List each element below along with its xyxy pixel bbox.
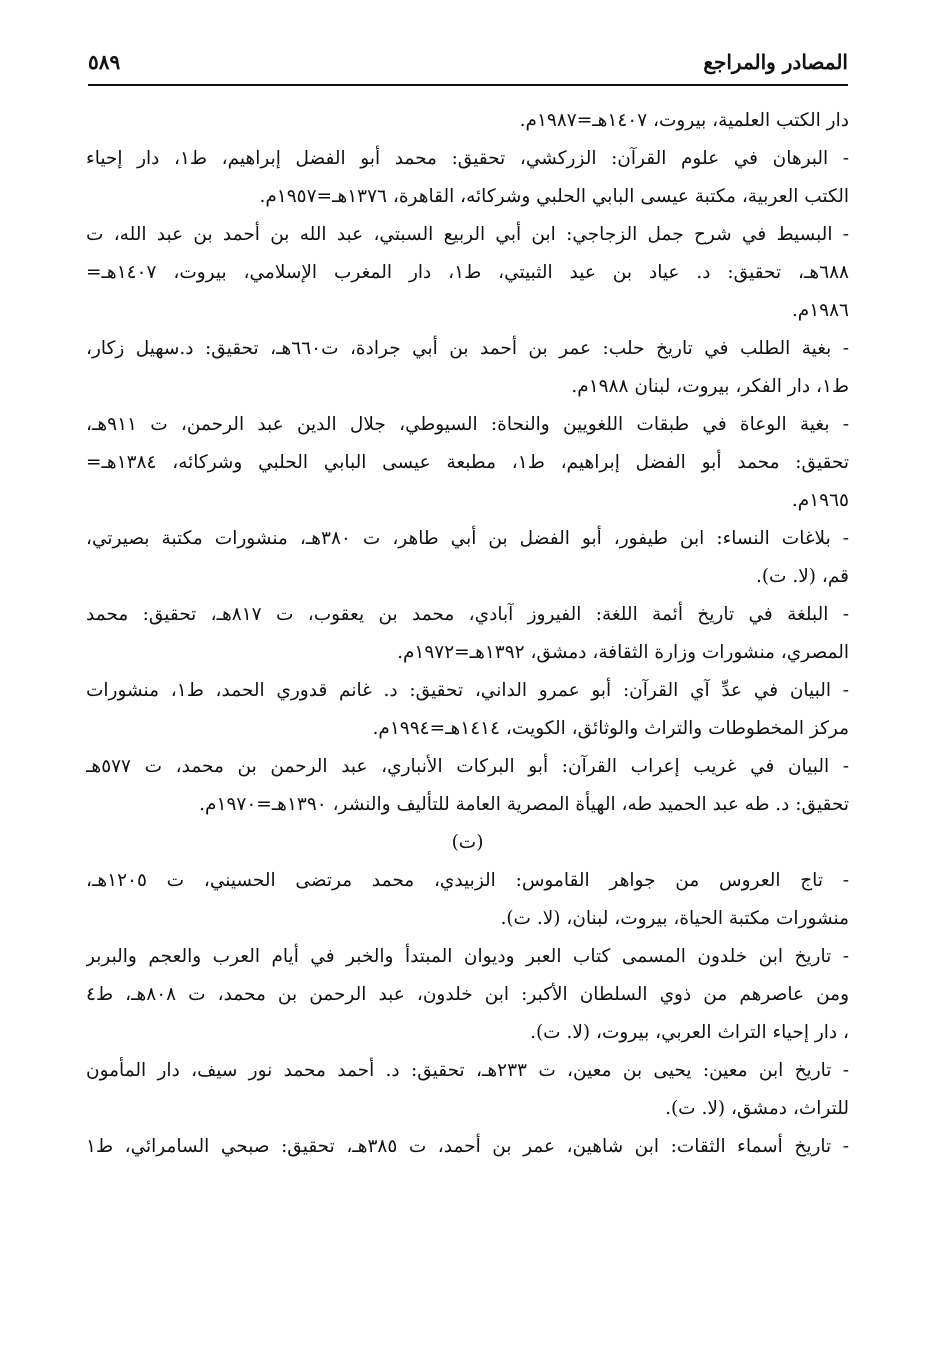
text-line: - تاريخ أسماء الثقات: ابن شاهين، عمر بن أحمد، ت ٣٨٥هـ، تحقيق: صبحي السامرائي، ط١ [86, 1136, 849, 1157]
text-line: مركز المخطوطات والتراث والوثائق، الكويت، ١٤١٤هـ=١٩٩٤م. [372, 718, 849, 739]
section-letter-heading: (ت) [451, 832, 484, 853]
running-title: المصادر والمراجع [703, 50, 848, 74]
text-line: - البيان في عدِّ آي القرآن: أبو عمرو الداني، تحقيق: د. غانم قدوري الحمد، ط١، منشورات [86, 680, 849, 701]
text-line: - بغية الوعاة في طبقات اللغويين والنحاة: السيوطي، جلال الدين عبد الرحمن، ت ٩١١هـ، [86, 414, 849, 435]
text-line: دار الكتب العلمية، بيروت، ١٤٠٧هـ=١٩٨٧م. [519, 110, 849, 131]
text-line: ١٩٦٥م. [791, 490, 849, 511]
text-line: ٦٨٨هـ، تحقيق: د. عياد بن عيد الثبيتي، ط١، دار المغرب الإسلامي، بيروت، ١٤٠٧هـ= [86, 262, 849, 283]
text-line: منشورات مكتبة الحياة، بيروت، لبنان، (لا. ت). [500, 908, 849, 929]
text-line: قم، (لا. ت). [755, 566, 849, 587]
text-line: - البسيط في شرح جمل الزجاجي: ابن أبي الربيع السبتي، عبد الله بن أحمد بن عبد الله، ت [86, 224, 849, 245]
text-line: تحقيق: محمد أبو الفضل إبراهيم، ط١، مطبعة عيسى البابي الحلبي وشركائه، ١٣٨٤هـ= [86, 452, 849, 473]
text-line: الكتب العربية، مكتبة عيسى البابي الحلبي وشركائه، القاهرة، ١٣٧٦هـ=١٩٥٧م. [259, 186, 849, 207]
text-line: - البرهان في علوم القرآن: الزركشي، تحقيق: محمد أبو الفضل إبراهيم، ط١، دار إحياء [86, 148, 849, 169]
text-line: - تاج العروس من جواهر القاموس: الزبيدي، محمد مرتضى الحسيني، ت ١٢٠٥هـ، [86, 870, 849, 891]
text-line: للتراث، دمشق، (لا. ت). [665, 1098, 849, 1119]
text-line: - بلاغات النساء: ابن طيفور، أبو الفضل بن أبي طاهر، ت ٣٨٠هـ، منشورات مكتبة بصيرتي، [86, 528, 849, 549]
text-line: ومن عاصرهم من ذوي السلطان الأكبر: ابن خلدون، عبد الرحمن بن محمد، ت ٨٠٨هـ، ط٤ [86, 984, 849, 1005]
text-line: - تاريخ ابن معين: يحيى بن معين، ت ٢٣٣هـ، تحقيق: د. أحمد محمد نور سيف، دار المأمون [86, 1060, 849, 1081]
text-line: المصري، منشورات وزارة الثقافة، دمشق، ١٣٩٢هـ=١٩٧٢م. [397, 642, 849, 663]
page-header [88, 40, 848, 86]
text-line: ط١، دار الفكر، بيروت، لبنان ١٩٨٨م. [571, 376, 849, 397]
page-number: ٥٨٩ [88, 50, 121, 74]
text-line: تحقيق: د. طه عبد الحميد طه، الهيأة المصرية العامة للتأليف والنشر، ١٣٩٠هـ=١٩٧٠م. [199, 794, 849, 815]
text-line: - البيان في غريب إعراب القرآن: أبو البركات الأنباري، عبد الرحمن بن محمد، ت ٥٧٧هـ [86, 756, 849, 777]
bibliography-text [86, 102, 849, 1166]
text-line: - بغية الطلب في تاريخ حلب: عمر بن أحمد بن أبي جرادة، ت٦٦٠هـ، تحقيق: د.سهيل زكار، [86, 338, 849, 359]
text-line: - تاريخ ابن خلدون المسمى كتاب العبر وديوان المبتدأ والخبر في أيام العرب والعجم والبربر [86, 946, 849, 967]
text-line: - البلغة في تاريخ أئمة اللغة: الفيروز آبادي، محمد بن يعقوب، ت ٨١٧هـ، تحقيق: محمد [86, 604, 849, 625]
text-line: ، دار إحياء التراث العربي، بيروت، (لا. ت). [530, 1022, 849, 1043]
text-line: ١٩٨٦م. [791, 300, 849, 321]
